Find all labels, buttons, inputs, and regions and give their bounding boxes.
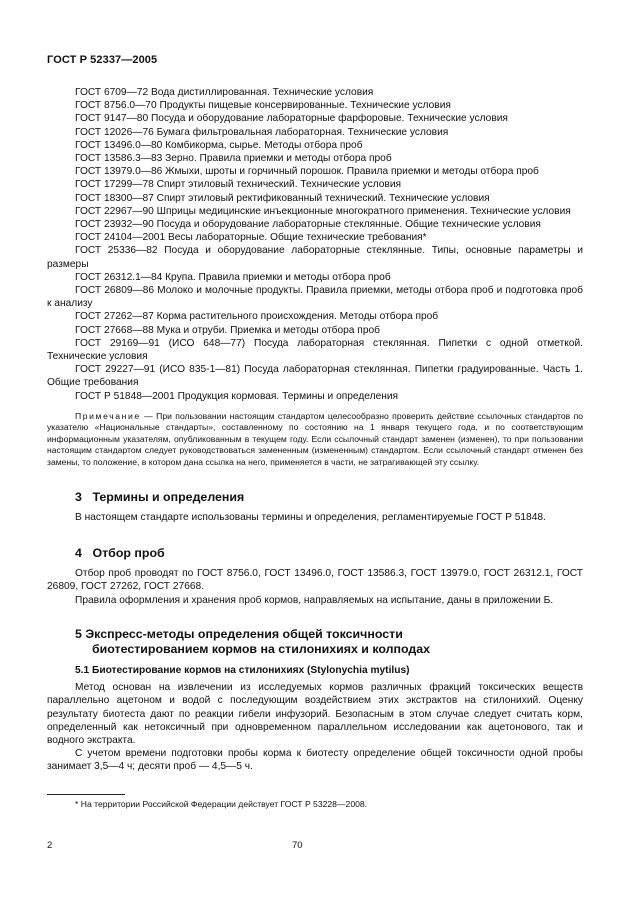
- page-number-left: 2: [47, 840, 53, 851]
- reference-item: ГОСТ 12026—76 Бумага фильтровальная лабораторная. Технические условия: [75, 126, 449, 138]
- note-paragraph: [47, 411, 583, 468]
- document-body: [47, 86, 583, 810]
- reference-item: ГОСТ 13496.0—80 Комбикорма, сырье. Методы отбора проб: [75, 139, 363, 151]
- normative-references-list: [47, 86, 583, 403]
- section-5-paragraph-2: С учетом времени подготовки пробы корма к биотесту определение общей токсичности одной пробы занимает 3,5—4 ч; десяти проб — 4,5—5 ч.: [47, 748, 583, 773]
- reference-item: ГОСТ 6709—72 Вода дистиллированная. Технические условия: [75, 87, 374, 98]
- reference-item: ГОСТ 25336—82 Посуда и оборудование лабораторные стеклянные. Типы, основные параметры и размеры: [47, 245, 583, 270]
- reference-item: ГОСТ 17299—78 Спирт этиловый технический. Технические условия: [75, 179, 402, 191]
- reference-item: ГОСТ 23932—90 Посуда и оборудование лабораторные стеклянные. Общие технические условия: [75, 219, 541, 231]
- reference-item: ГОСТ 26312.1—84 Крупа. Правила приемки и методы отбора проб: [75, 271, 391, 283]
- page-number-center: 70: [292, 840, 303, 851]
- reference-item: ГОСТ 18300—87 Спирт этиловый ректификованный технический. Технические условия: [75, 192, 490, 204]
- reference-item: ГОСТ 22967—90 Шприцы медицинские инъекционные многократного применения. Технические условия: [75, 205, 571, 217]
- section-5-title-line-2: биотестированием кормов на стилонихиях и колподах: [92, 642, 431, 657]
- reference-item: ГОСТ 27668—88 Мука и отруби. Приемка и методы отбора проб: [75, 324, 380, 336]
- reference-item: ГОСТ 13979.0—86 Жмыхи, шроты и горчичный порошок. Правила приемки и методы отбора проб: [75, 166, 539, 178]
- section-4-paragraph-1: Отбор проб проводят по ГОСТ 8756.0, ГОСТ 13496.0, ГОСТ 13586.3, ГОСТ 13979.0, ГОСТ 26312.1, ГОСТ 26809, ГОСТ 27262, ГОСТ 27668.: [47, 568, 583, 593]
- section-3-title: Термины и определения: [92, 489, 245, 504]
- reference-item: ГОСТ 13586.3—83 Зерно. Правила приемки и методы отбора проб: [75, 153, 392, 165]
- reference-item: ГОСТ 27262—87 Корма растительного происхождения. Методы отбора проб: [75, 311, 439, 323]
- section-3-heading: [75, 490, 583, 505]
- reference-item: ГОСТ Р 51848—2001 Продукция кормовая. Термины и определения: [75, 390, 399, 402]
- section-4-heading: [75, 546, 583, 561]
- subsection-5-1-heading: 5.1 Биотестирование кормов на стилонихиях (Stylonychia mytilus): [75, 664, 410, 676]
- section-5-title-line-1: [75, 627, 583, 643]
- section-3-number: 3: [75, 489, 82, 504]
- section-4-number: 4: [75, 546, 82, 561]
- section-4-paragraph-2: Правила оформления и хранения проб кормов, направляемых на испытание, даны в приложении Б.: [75, 594, 554, 606]
- section-3-text: В настоящем стандарте использованы термины и определения, регламентируемые ГОСТ Р 51848.: [75, 511, 546, 523]
- reference-item: ГОСТ 8756.0—70 Продукты пищевые консервированные. Технические условия: [75, 100, 451, 112]
- section-4-title: Отбор проб: [92, 546, 165, 561]
- reference-item: ГОСТ 24104—2001 Весы лабораторные. Общие технические требования*: [75, 232, 427, 244]
- note-label: Примечание: [75, 410, 141, 421]
- section-5-number: 5: [75, 626, 82, 641]
- footnote: * На территории Российской Федерации действует ГОСТ Р 53228—2008.: [75, 798, 368, 809]
- reference-item: ГОСТ 29169—91 (ИСО 648—77) Посуда лабораторная стеклянная. Пипетки с одной отметкой. Технические условия: [47, 337, 583, 363]
- section-5-heading: [75, 627, 583, 658]
- reference-item: ГОСТ 9147—80 Посуда и оборудование лабораторные фарфоровые. Технические условия: [75, 113, 508, 125]
- reference-item: ГОСТ 29227—91 (ИСО 835-1—81) Посуда лабораторная стеклянная. Пипетки градуированные. Часть 1. Общие требования: [47, 364, 583, 389]
- section-5-title-text-1: Экспресс-методы определения общей токсичности: [85, 626, 403, 641]
- section-5-paragraph-1: Метод основан на извлечении из исследуемых кормов различных фракций токсических веществ параллельно ацетоном и водой с последующим воздействием этих экстрактов на стилонихий. Оценку результату биотеста дают по реакции гибели инфузорий. Безопасным в этом случае следует считать корм, определенный как нетоксичный при одновременном параллельном исследовании как ацетонового, так и водного экстракта.: [47, 682, 583, 746]
- document-header: ГОСТ Р 52337—2005: [47, 54, 158, 66]
- reference-item: ГОСТ 26809—86 Молоко и молочные продукты. Правила приемки, методы отбора проб и подготовка проб к анализу: [47, 285, 583, 310]
- footnote-separator: [47, 794, 125, 795]
- note-text: — При пользовании настоящим стандартом целесообразно проверить действие ссылочных стандартов по указателю «Национальные стандарты», составленному по состоянию на 1 января текущего года, и по соответствующим информационным указателям, опубликованным в текущем году. Если ссылочный стандарт заменен (изменен), то при пользовании настоящим стандартом следует руководствоваться замененным (измененным) стандартом. Если ссылочный стандарт отменен без замены, то положение, в котором дана ссылка на него, применяется в части, не затрагивающей эту ссылку.: [47, 410, 583, 467]
